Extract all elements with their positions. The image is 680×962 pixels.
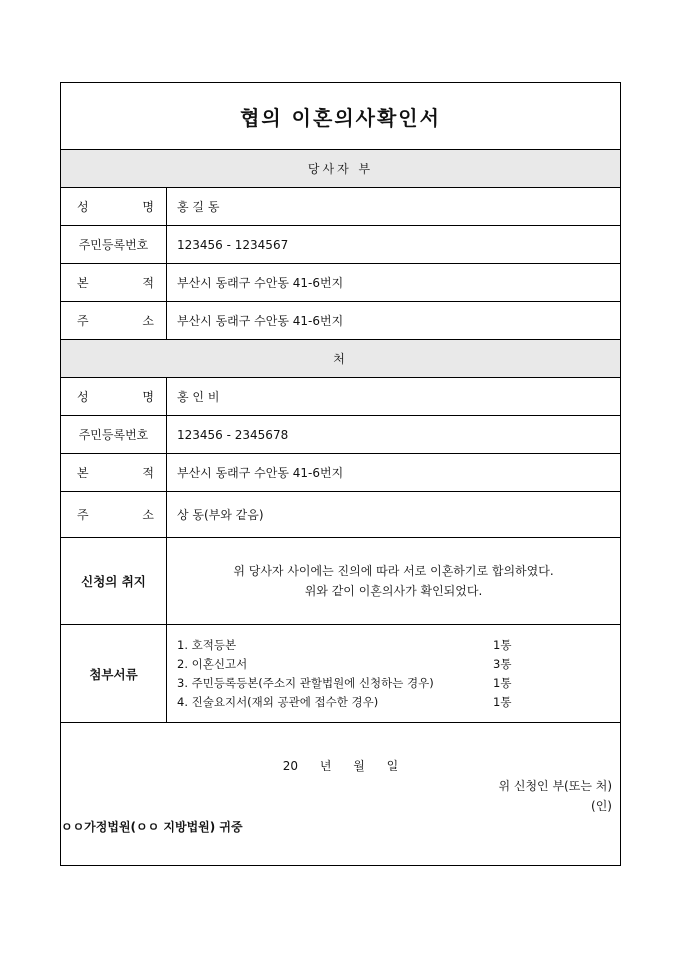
attachments-label: 첨부서류 [61,625,167,722]
attachment-name: 2. 이혼신고서 [177,656,248,671]
attachments-list [167,625,620,722]
wife-name-row [61,378,620,416]
attachments-row [61,625,620,723]
attachment-name: 4. 진술요지서(재외 공관에 접수한 경우) [177,694,379,709]
wife-address-row [61,492,620,538]
husband-rrn-label: 주민등록번호 [61,226,167,263]
attachment-item [177,655,527,674]
husband-rrn-value: 123456 - 1234567 [177,237,289,252]
date-line: 20 년 월 일 [282,759,399,773]
applicant-line: 위 신청인 부(또는 처) [498,779,612,793]
husband-origin-row [61,264,620,302]
wife-name-label [61,378,167,415]
wife-address-value: 상 동(부와 같음) [177,508,264,522]
seal-mark: (인) [591,799,612,813]
husband-address-value: 부산시 동래구 수안동 41-6번지 [177,314,344,328]
husband-name-value: 홍 길 동 [177,200,220,214]
purpose-label: 신청의 취지 [61,538,167,624]
purpose-line: 위 당사자 사이에는 진의에 따라 서로 이혼하기로 합의하였다. [233,564,554,578]
husband-name-label [61,188,167,225]
wife-rrn-row [61,416,620,454]
attachment-qty: 1통 [493,675,512,690]
wife-origin-value: 부산시 동래구 수안동 41-6번지 [177,466,344,480]
label-part: 명 [142,390,154,404]
wife-rrn-label: 주민등록번호 [61,416,167,453]
label-part: 소 [142,314,154,328]
purpose-row [61,538,620,625]
wife-rrn-value: 123456 - 2345678 [177,427,289,442]
wife-name-value: 홍 인 비 [177,390,220,404]
husband-section-header [61,150,620,188]
court-addressee: ㅇㅇ가정법원(ㅇㅇ 지방법원) 귀중 [61,820,243,834]
title-row [61,83,620,150]
label-part: 본 [77,276,89,290]
purpose-text [167,538,620,624]
footer-section [61,723,620,865]
husband-name-row [61,188,620,226]
husband-address-label [61,302,167,339]
label-part: 성 [77,200,89,214]
label-part: 본 [77,466,89,480]
wife-origin-label [61,454,167,491]
attachment-item [177,674,527,693]
attachment-item [177,636,527,655]
label-part: 적 [142,276,154,290]
attachment-item [177,693,527,712]
husband-section-label: 당사자 부 [307,162,374,176]
attachment-name: 1. 호적등본 [177,637,237,652]
wife-address-label [61,492,167,537]
form-title: 협의 이혼의사확인서 [240,105,441,130]
label-part: 소 [142,508,154,522]
attachment-qty: 1통 [493,637,512,652]
wife-origin-row [61,454,620,492]
attachment-name: 3. 주민등록등본(주소지 관할법원에 신청하는 경우) [177,675,434,690]
wife-section-label: 처 [333,352,348,366]
wife-section-header [61,340,620,378]
label-part: 성 [77,390,89,404]
label-part: 적 [142,466,154,480]
attachment-qty: 1통 [493,694,512,709]
purpose-line: 위와 같이 이혼의사가 확인되었다. [304,584,483,598]
label-part: 주 [77,314,89,328]
husband-origin-value: 부산시 동래구 수안동 41-6번지 [177,276,344,290]
attachment-qty: 3통 [493,656,512,671]
label-part: 주 [77,508,89,522]
husband-rrn-row [61,226,620,264]
husband-address-row [61,302,620,340]
husband-origin-label [61,264,167,301]
label-part: 명 [142,200,154,214]
divorce-confirmation-form [60,82,621,866]
